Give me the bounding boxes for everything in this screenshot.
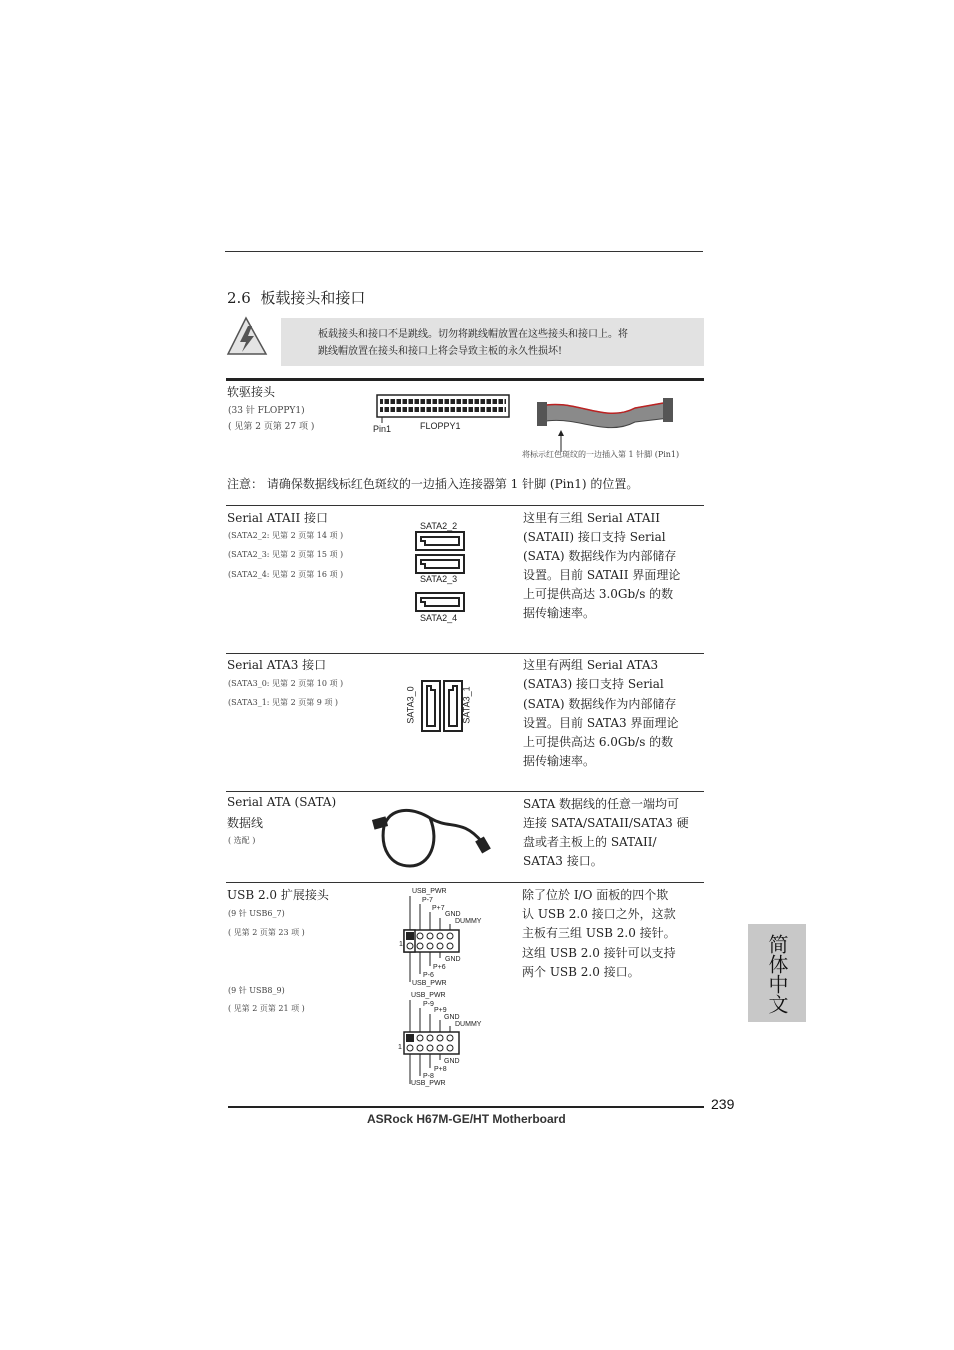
sata2-3-port-icon xyxy=(415,554,465,574)
usb-b-pp8: P+8 xyxy=(434,1066,447,1073)
usb-sub-3: (9 针 USB8_9) xyxy=(228,986,285,995)
sata3-rule xyxy=(226,653,704,654)
floppy-note: 注意： 请确保数据线标红色斑纹的一边插入连接器第 1 针脚 (Pin1) 的位置。 xyxy=(227,477,639,491)
floppy-sub-2: ( 见第 2 页第 27 项 ) xyxy=(228,422,315,432)
sata3-desc-2: (SATA3) 接口支持 Serial xyxy=(523,677,664,691)
usb-a-dummy: DUMMY xyxy=(455,918,482,925)
usb-a-p7: P-7 xyxy=(422,897,433,904)
satacable-title-2: 数据线 xyxy=(227,816,264,830)
usb-b-dummy: DUMMY xyxy=(455,1021,482,1028)
usb-a-pp6: P+6 xyxy=(433,964,446,971)
usb-sub-2: ( 见第 2 页第 23 项 ) xyxy=(228,928,305,937)
usb-a-pp7: P+7 xyxy=(432,905,445,912)
floppy-cable-note: 将标示红色斑纹的一边插入第 1 针脚 (Pin1) xyxy=(522,450,680,459)
sata3-sub-2: (SATA3_1: 见第 2 页第 9 项 ) xyxy=(228,698,339,707)
sata2-desc-3: (SATA) 数据线作为内部储存 xyxy=(523,549,677,563)
usb-b-gnd: GND xyxy=(444,1014,460,1021)
usb-b-p9: P-9 xyxy=(423,1001,434,1008)
usb-a-one: 1 xyxy=(399,941,403,948)
usb-desc-2: 认 USB 2.0 接口之外，这款 xyxy=(522,907,676,921)
sata2-label-3: SATA2_3 xyxy=(420,574,458,584)
sata-cable-image xyxy=(370,798,496,870)
usb-desc-5: 两个 USB 2.0 接口。 xyxy=(522,965,640,979)
floppy-title: 软驱接头 xyxy=(227,385,276,399)
usb-b-one: 1 xyxy=(398,1044,402,1051)
sata2-desc-6: 据传输速率。 xyxy=(523,606,596,620)
usb-b-pp9: P+9 xyxy=(434,1007,447,1014)
warning-line-1: 板载接头和接口不是跳线。切勿将跳线帽放置在这些接头和接口上。将 xyxy=(318,329,628,340)
usb-rule xyxy=(226,882,704,883)
sata3-label-1: SATA3_1 xyxy=(461,686,472,724)
sata2-sub-2: (SATA2_3: 见第 2 页第 15 项 ) xyxy=(228,550,344,559)
satacable-desc-3: 盘或者主板上的 SATAII/ xyxy=(523,835,657,849)
sata3-label-0: SATA3_0 xyxy=(405,686,416,724)
floppy-pin1-label: Pin1 xyxy=(373,424,392,434)
usb-desc-4: 这组 USB 2.0 接针可以支持 xyxy=(522,946,676,960)
sata2-desc-4: 设置。目前 SATAII 界面理论 xyxy=(523,568,681,582)
usb-a-usbpwr2: USB_PWR xyxy=(412,980,447,987)
sata2-title: Serial ATAII 接口 xyxy=(227,511,329,525)
language-side-tab-label: 简体中文 xyxy=(765,934,789,1014)
sata2-2-port-icon xyxy=(415,531,465,551)
satacable-desc-2: 连接 SATA/SATAII/SATA3 硬 xyxy=(523,816,689,830)
sata2-4-port-icon xyxy=(415,592,465,612)
sata3-title: Serial ATA3 接口 xyxy=(227,658,327,672)
sata3-desc-6: 据传输速率。 xyxy=(523,754,596,768)
satacable-sub-1: ( 选配 ) xyxy=(228,836,256,845)
satacable-desc-1: SATA 数据线的任意一端均可 xyxy=(523,797,680,811)
sata3-desc-5: 上可提供高达 6.0Gb/s 的数 xyxy=(523,735,674,749)
sata3-desc-4: 设置。目前 SATA3 界面理论 xyxy=(523,716,679,730)
usb-b-usbpwr: USB_PWR xyxy=(411,992,446,999)
satacable-title-1: Serial ATA (SATA) xyxy=(227,795,337,809)
floppy-sub-1: (33 针 FLOPPY1) xyxy=(228,406,305,416)
sata3-1-port-icon xyxy=(443,680,463,732)
page-number: 239 xyxy=(711,1096,735,1112)
section-heading: 2.6 板载接头和接口 xyxy=(227,289,366,307)
usb-sub-1: (9 针 USB6_7) xyxy=(228,909,285,918)
satacable-rule xyxy=(226,791,704,792)
usb-sub-4: ( 见第 2 页第 21 项 ) xyxy=(228,1004,305,1013)
footer-rule xyxy=(228,1106,704,1108)
sata2-sub-3: (SATA2_4: 见第 2 页第 16 项 ) xyxy=(228,570,344,579)
usb-header-a-diagram xyxy=(398,888,488,988)
language-side-tab xyxy=(748,924,806,1022)
satacable-desc-4: SATA3 接口。 xyxy=(523,854,603,868)
sata2-rule xyxy=(226,505,704,506)
top-rule xyxy=(225,251,703,252)
warning-line-2: 跳线帽放置在接头和接口上将会导致主板的永久性损坏! xyxy=(318,346,563,357)
usb-a-gnd: GND xyxy=(445,911,461,918)
sata3-0-port-icon xyxy=(421,680,441,732)
sata2-desc-1: 这里有三组 Serial ATAII xyxy=(523,511,661,525)
section-rule-thick xyxy=(226,378,704,381)
usb-b-usbpwr2: USB_PWR xyxy=(411,1080,446,1087)
usb-b-gnd2: GND xyxy=(444,1058,460,1065)
usb-desc-3: 主板有三组 USB 2.0 接针。 xyxy=(522,926,676,940)
usb-a-p6: P-6 xyxy=(423,972,434,979)
sata2-desc-2: (SATAII) 接口支持 Serial xyxy=(523,530,666,544)
sata3-sub-1: (SATA3_0: 见第 2 页第 10 项 ) xyxy=(228,679,344,688)
floppy-conn-label: FLOPPY1 xyxy=(420,421,461,431)
sata2-label-2: SATA2_2 xyxy=(420,521,458,531)
floppy-cable-image xyxy=(535,394,675,440)
usb-b-p8: P-8 xyxy=(423,1073,434,1080)
usb-desc-1: 除了位於 I/O 面板的四个欺 xyxy=(522,888,669,902)
sata3-desc-3: (SATA) 数据线作为内部储存 xyxy=(523,697,677,711)
footer-product: ASRock H67M-GE/HT Motherboard xyxy=(367,1112,566,1126)
sata2-desc-5: 上可提供高达 3.0Gb/s 的数 xyxy=(523,587,674,601)
usb-a-gnd2: GND xyxy=(445,956,461,963)
usb-title: USB 2.0 扩展接头 xyxy=(227,888,329,902)
warning-icon xyxy=(226,316,268,356)
sata2-sub-1: (SATA2_2: 见第 2 页第 14 项 ) xyxy=(228,531,344,540)
usb-a-usbpwr: USB_PWR xyxy=(412,888,447,895)
sata3-desc-1: 这里有两组 Serial ATA3 xyxy=(523,658,659,672)
sata2-label-4: SATA2_4 xyxy=(420,613,458,623)
